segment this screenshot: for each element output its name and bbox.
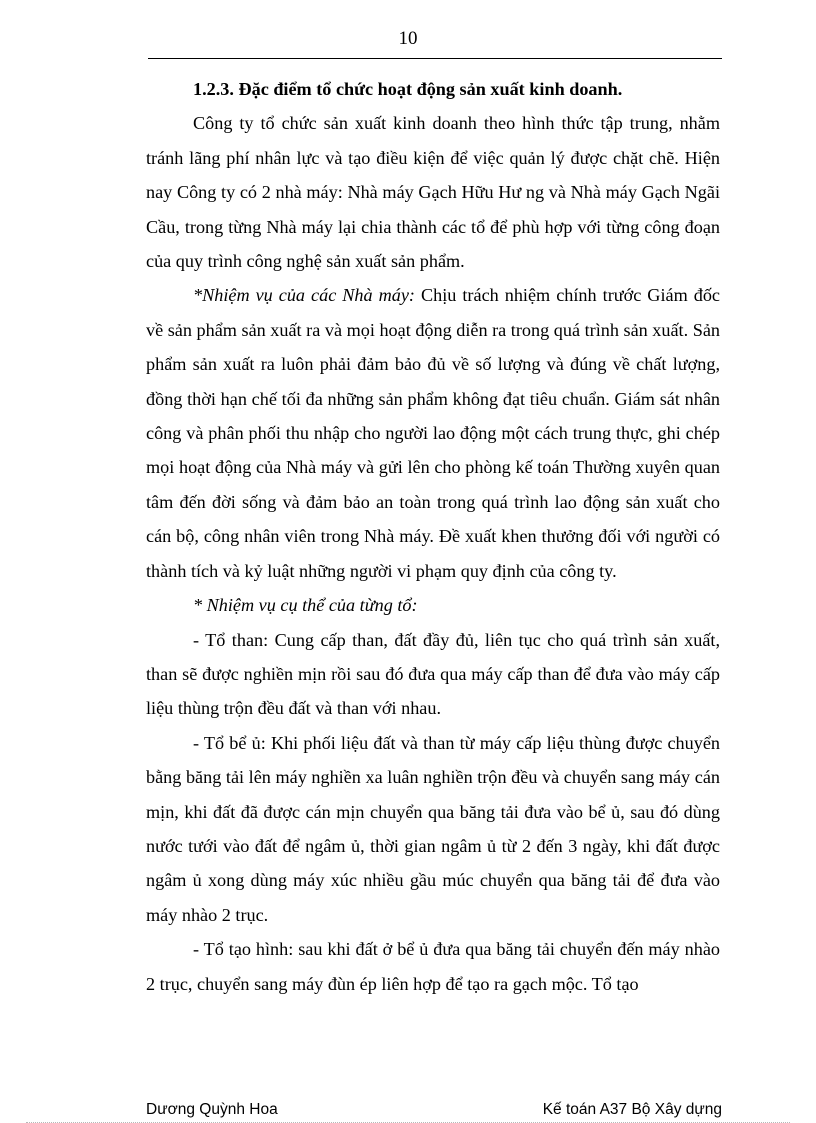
duties-text: Chịu trách nhiệm chính trước Giám đốc về sản phẩm sản xuất ra và mọi hoạt động diễn ra trong quá trình sản xuất. Sản phẩm sản xuất ra luôn phải đảm bảo đủ về số lượng và đúng về chất lượng, đồng thời hạn chế tối đa những sản phẩm không đạt tiêu chuẩn. Giám sát nhân công và phân phối thu nhập cho người lao động một cách trung thực, ghi chép mọi hoạt động của Nhà máy và gửi lên cho phòng kế toán Thường xuyên quan tâm đến đời sống và đảm bảo an toàn trong quá trình lao động sản xuất cho cán bộ, công nhân viên trong Nhà máy. Đề xuất khen thưởng đối với người có thành tích và kỷ luật những người vi phạm quy định của công ty. <box>146 285 720 581</box>
intro-paragraph: Công ty tổ chức sản xuất kinh doanh theo hình thức tập trung, nhằm tránh lãng phí nhân lực và tạo điều kiện để việc quản lý được chặt chẽ. Hiện nay Công ty có 2 nhà máy: Nhà máy Gạch Hữu Hư ng và Nhà máy Gạch Ngãi Cầu, trong từng Nhà máy lại chia thành các tổ để phù hợp với từng công đoạn của quy trình công nghệ sản xuất sản phẩm. <box>146 113 720 272</box>
document-body <box>146 72 720 1001</box>
team-duties-label-text: * Nhiệm vụ cụ thể của từng tổ: <box>193 595 418 616</box>
team-coal-paragraph: - Tổ than: Cung cấp than, đất đầy đủ, liên tục cho quá trình sản xuất, than sẽ được nghiền mịn rồi sau đó đưa qua máy cấp than để đưa vào máy cấp liệu thùng trộn đều đất và than với nhau. <box>146 629 720 719</box>
page-number: 10 <box>398 28 418 49</box>
header-rule <box>148 58 722 59</box>
footer-author: Dương Quỳnh Hoa <box>146 1101 278 1118</box>
team-tank-paragraph: - Tổ bể ủ: Khi phối liệu đất và than từ máy cấp liệu thùng được chuyển bằng băng tải lên máy nghiền xa luân nghiền trộn đều và chuyển sang máy cán mịn, khi đất đã được cán mịn chuyển qua băng tải đưa vào bể ủ, sau đó dùng nước tưới vào đất để ngâm ủ, thời gian ngâm ủ từ 2 đến 3 ngày, khi đất được ngâm ủ xong dùng máy xúc nhiều gầu múc chuyển qua băng tải để đưa vào máy nhào 2 trục. <box>146 732 720 925</box>
section-heading: 1.2.3. Đặc điểm tổ chức hoạt động sản xuất kinh doanh. <box>193 79 623 99</box>
duties-paragraph <box>146 278 720 588</box>
page-footer <box>146 1101 722 1119</box>
team-shaping-paragraph: - Tổ tạo hình: sau khi đất ở bể ủ đưa qua băng tải chuyển đến máy nhào 2 trục, chuyển sang máy đùn ép liên hợp để tạo ra gạch mộc. Tổ tạo <box>146 939 720 994</box>
duties-label: *Nhiệm vụ của các Nhà máy: <box>193 285 415 306</box>
footer-course: Kế toán A37 Bộ Xây dựng <box>542 1101 722 1118</box>
team-duties-label <box>146 588 720 622</box>
